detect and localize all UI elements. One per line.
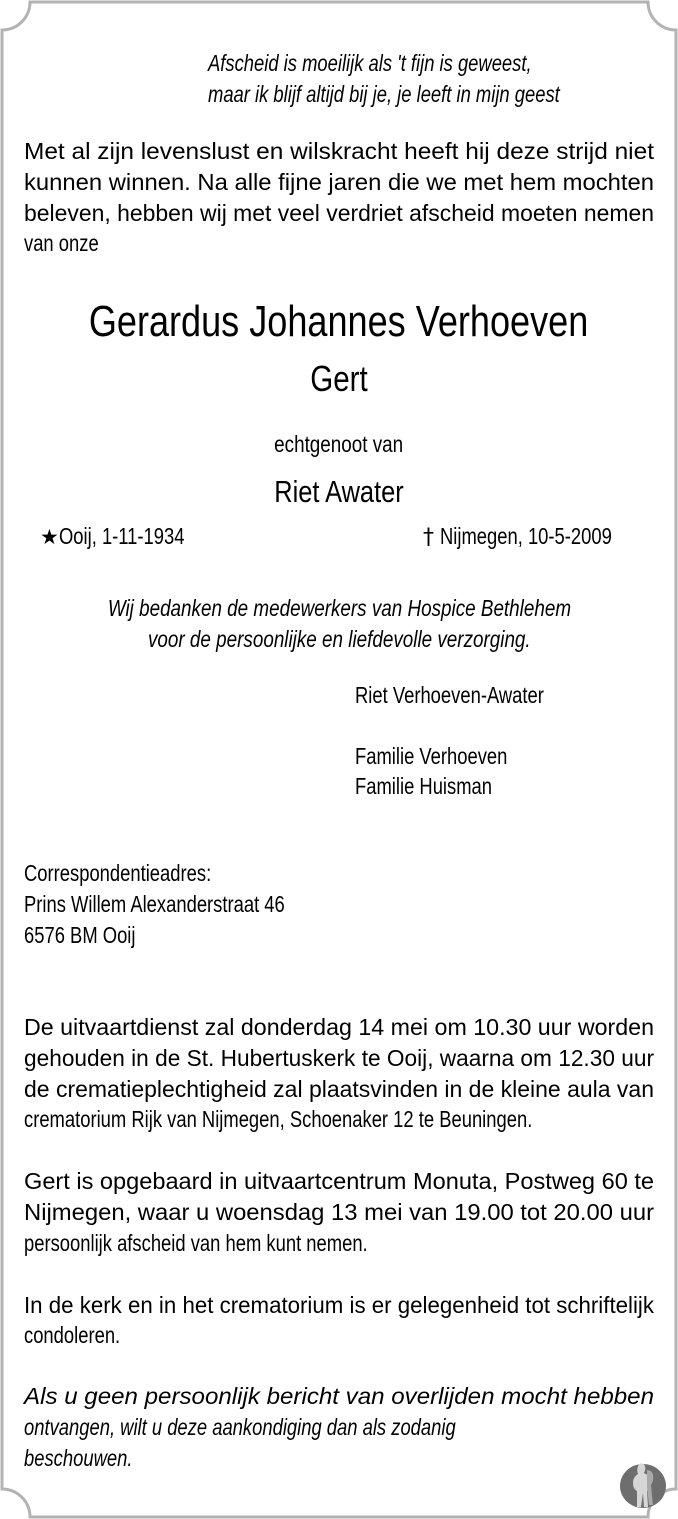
funeral-line: De uitvaartdienst zal donderdag 14 mei om 10.30 uur worden: [24, 1014, 654, 1040]
correspondence-postal-city: 6576 BM Ooij: [24, 922, 136, 948]
intro-line: beleven, hebben wij met veel verdriet afscheid moeten nemen: [24, 200, 654, 226]
condolence-line: condoleren.: [24, 1322, 121, 1348]
cross-icon: †: [423, 525, 434, 550]
birth-place-date: Ooij, 1-11-1934: [58, 523, 185, 549]
deceased-nickname: Gert: [310, 358, 368, 399]
embracing-figures-icon: [619, 1460, 667, 1510]
death-info: [423, 523, 655, 550]
spouse-name: Riet Awater: [274, 474, 404, 509]
condolence-line: In de kerk en in het crematorium is er gelegenheid tot schriftelijk: [24, 1292, 654, 1318]
deceased-full-name-row: [0, 297, 678, 347]
poem-line-2: maar ik blijf altijd bij je, je leeft in mijn geest: [208, 81, 560, 107]
funeral-line: gehouden in de St. Hubertuskerk te Ooij, waarna om 12.30 uur: [24, 1045, 654, 1071]
thanks-line-2-row: [0, 626, 678, 653]
correspondence-street: Prins Willem Alexanderstraat 46: [24, 891, 285, 917]
thanks-line-2: voor de persoonlijke en liefdevolle verzorging.: [147, 626, 531, 652]
relation-row: [0, 431, 678, 458]
notice-line: beschouwen.: [24, 1445, 133, 1471]
notice-line: ontvangen, wilt u deze aankondiging dan als zodanig: [24, 1414, 456, 1440]
poem-line-1: Afscheid is moeilijk als 't fijn is geweest,: [208, 50, 532, 76]
viewing-line: Nijmegen, waar u woensdag 13 mei van 19.00 tot 20.00 uur: [24, 1199, 654, 1225]
birth-info: [40, 523, 216, 550]
thanks-line-1: Wij bedanken de medewerkers van Hospice Bethlehem: [107, 595, 571, 621]
death-place-date: Nijmegen, 10-5-2009: [440, 523, 613, 549]
thanks-line-1-row: [0, 595, 678, 622]
funeral-line: de crematieplechtigheid zal plaatsvinden in de kleine aula van: [24, 1076, 654, 1102]
intro-line: kunnen winnen. Na alle fijne jaren die we met hem mochten: [24, 169, 654, 195]
viewing-line: persoonlijk afscheid van hem kunt nemen.: [24, 1230, 368, 1256]
notice-line: Als u geen persoonlijk bericht van overlijden mocht hebben: [24, 1383, 654, 1409]
spouse-row: [0, 474, 678, 510]
funeral-line: crematorium Rijk van Nijmegen, Schoenaker 12 te Beuningen.: [24, 1106, 533, 1132]
deceased-full-name: Gerardus Johannes Verhoeven: [89, 297, 589, 346]
viewing-line: Gert is opgebaard in uitvaartcentrum Monuta, Postweg 60 te: [24, 1168, 654, 1194]
intro-line: van onze: [24, 230, 99, 256]
signatory-family-1: Familie Verhoeven: [355, 743, 508, 769]
intro-line: Met al zijn levenslust en wilskracht heeft hij deze strijd niet: [24, 138, 655, 164]
signatory-primary: Riet Verhoeven-Awater: [355, 682, 544, 708]
signatory-family-2: Familie Huisman: [355, 773, 493, 799]
star-icon: ★: [40, 525, 59, 549]
relation-label: echtgenoot van: [274, 431, 404, 457]
deceased-nickname-row: [0, 358, 678, 400]
correspondence-label: Correspondentieadres:: [24, 860, 212, 886]
